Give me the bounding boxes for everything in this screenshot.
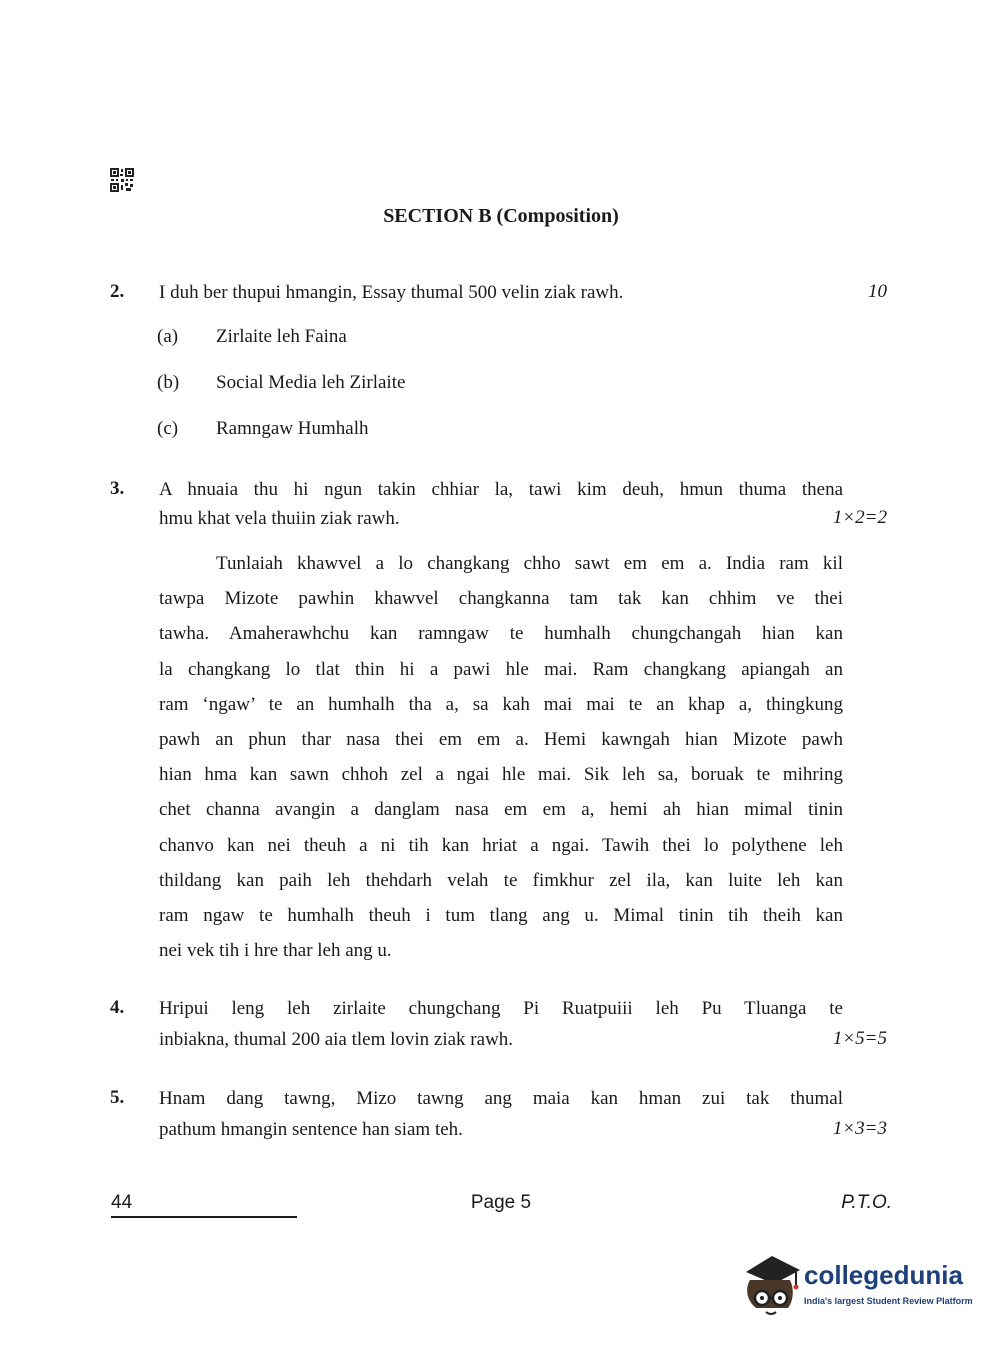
question-5-number: 5. xyxy=(110,1087,125,1108)
collegedunia-logo[interactable] xyxy=(742,1250,972,1320)
question-4-number: 4. xyxy=(110,997,125,1018)
option-a-label: (a) xyxy=(157,326,179,347)
question-3-line-1: A hnuaia thu hi ngun takin chhiar la, tawi kim deuh, hmun thuma thena xyxy=(159,479,843,500)
passage-line: hian hma kan sawn chhoh zel a ngai hle mai. Sik leh sa, boruak te mihring xyxy=(159,764,843,786)
footer-rule xyxy=(111,1216,297,1218)
qr-code-icon xyxy=(110,168,134,192)
passage-line: pawh an phun thar nasa thei em em a. Hemi kawngah hian Mizote pawh xyxy=(159,728,843,750)
question-4-line-2: inbiakna, thumal 200 aia tlem lovin ziak rawh. xyxy=(159,1029,514,1050)
question-5-line-2: pathum hmangin sentence han siam teh. xyxy=(159,1119,463,1140)
passage-line: thildang kan paih leh thehdarh velah te fimkhur zel ila, kan luite leh kan xyxy=(159,869,843,891)
passage xyxy=(159,546,843,968)
passage-line: chet channa avangin a danglam nasa em em a, hemi ah hian mimal tinin xyxy=(159,799,843,821)
option-b-text: Social Media leh Zirlaite xyxy=(216,372,406,393)
question-3-marks: 1×2=2 xyxy=(832,507,887,528)
option-b-label: (b) xyxy=(157,372,180,393)
question-3-line-2: hmu khat vela thuiin ziak rawh. xyxy=(159,508,400,529)
passage-line: Tunlaiah khawvel a lo changkang chho sawt em em a. India ram kil xyxy=(216,553,843,574)
page-number: Page 5 xyxy=(470,1192,532,1213)
passage-line: ram ngaw te humhalh theuh i tum tlang ang u. Mimal tinin tih theih kan xyxy=(159,904,843,926)
logo-name: collegedunia xyxy=(804,1260,963,1290)
passage-line: tawha. Amaherawhchu kan ramngaw te humhalh chungchangah hian kan xyxy=(159,623,843,645)
passage-line: nei vek tih i hre thar leh ang u. xyxy=(159,940,392,962)
logo-tagline: India's largest Student Review Platform xyxy=(804,1296,973,1306)
section-title: SECTION B (Composition) xyxy=(383,205,619,227)
passage-line: ram ‘ngaw’ te an humhalh tha a, sa kah mai mai te an khap a, thingkung xyxy=(159,693,843,715)
passage-line: tawpa Mizote pawhin khawvel changkanna tam tak kan chhim ve thei xyxy=(159,588,843,610)
question-2-number: 2. xyxy=(110,281,125,302)
question-3-number: 3. xyxy=(110,478,125,499)
paper-code: 44 xyxy=(111,1192,133,1213)
passage-line: chanvo kan nei theuh a ni tih kan hriat a ngai. Tawih thei lo polythene leh xyxy=(159,834,843,856)
option-c-label: (c) xyxy=(157,418,179,439)
question-5-line-1: Hnam dang tawng, Mizo tawng ang maia kan hman zui tak thumal xyxy=(159,1088,843,1109)
question-2-text: I duh ber thupui hmangin, Essay thumal 500 velin ziak rawh. xyxy=(159,282,624,303)
question-4-marks: 1×5=5 xyxy=(832,1028,887,1049)
option-c-text: Ramngaw Humhalh xyxy=(216,418,369,439)
mascot-icon xyxy=(742,1250,802,1320)
pto-label: P.T.O. xyxy=(841,1192,892,1213)
question-5-marks: 1×3=3 xyxy=(832,1118,887,1139)
passage-line: la changkang lo tlat thin hi a pawi hle mai. Ram changkang apiangah an xyxy=(159,658,843,680)
option-a-text: Zirlaite leh Faina xyxy=(216,326,347,347)
question-4-line-1: Hripui leng leh zirlaite chungchang Pi Ruatpuiii leh Pu Tluanga te xyxy=(159,998,843,1019)
question-2-marks: 10 xyxy=(868,281,887,302)
